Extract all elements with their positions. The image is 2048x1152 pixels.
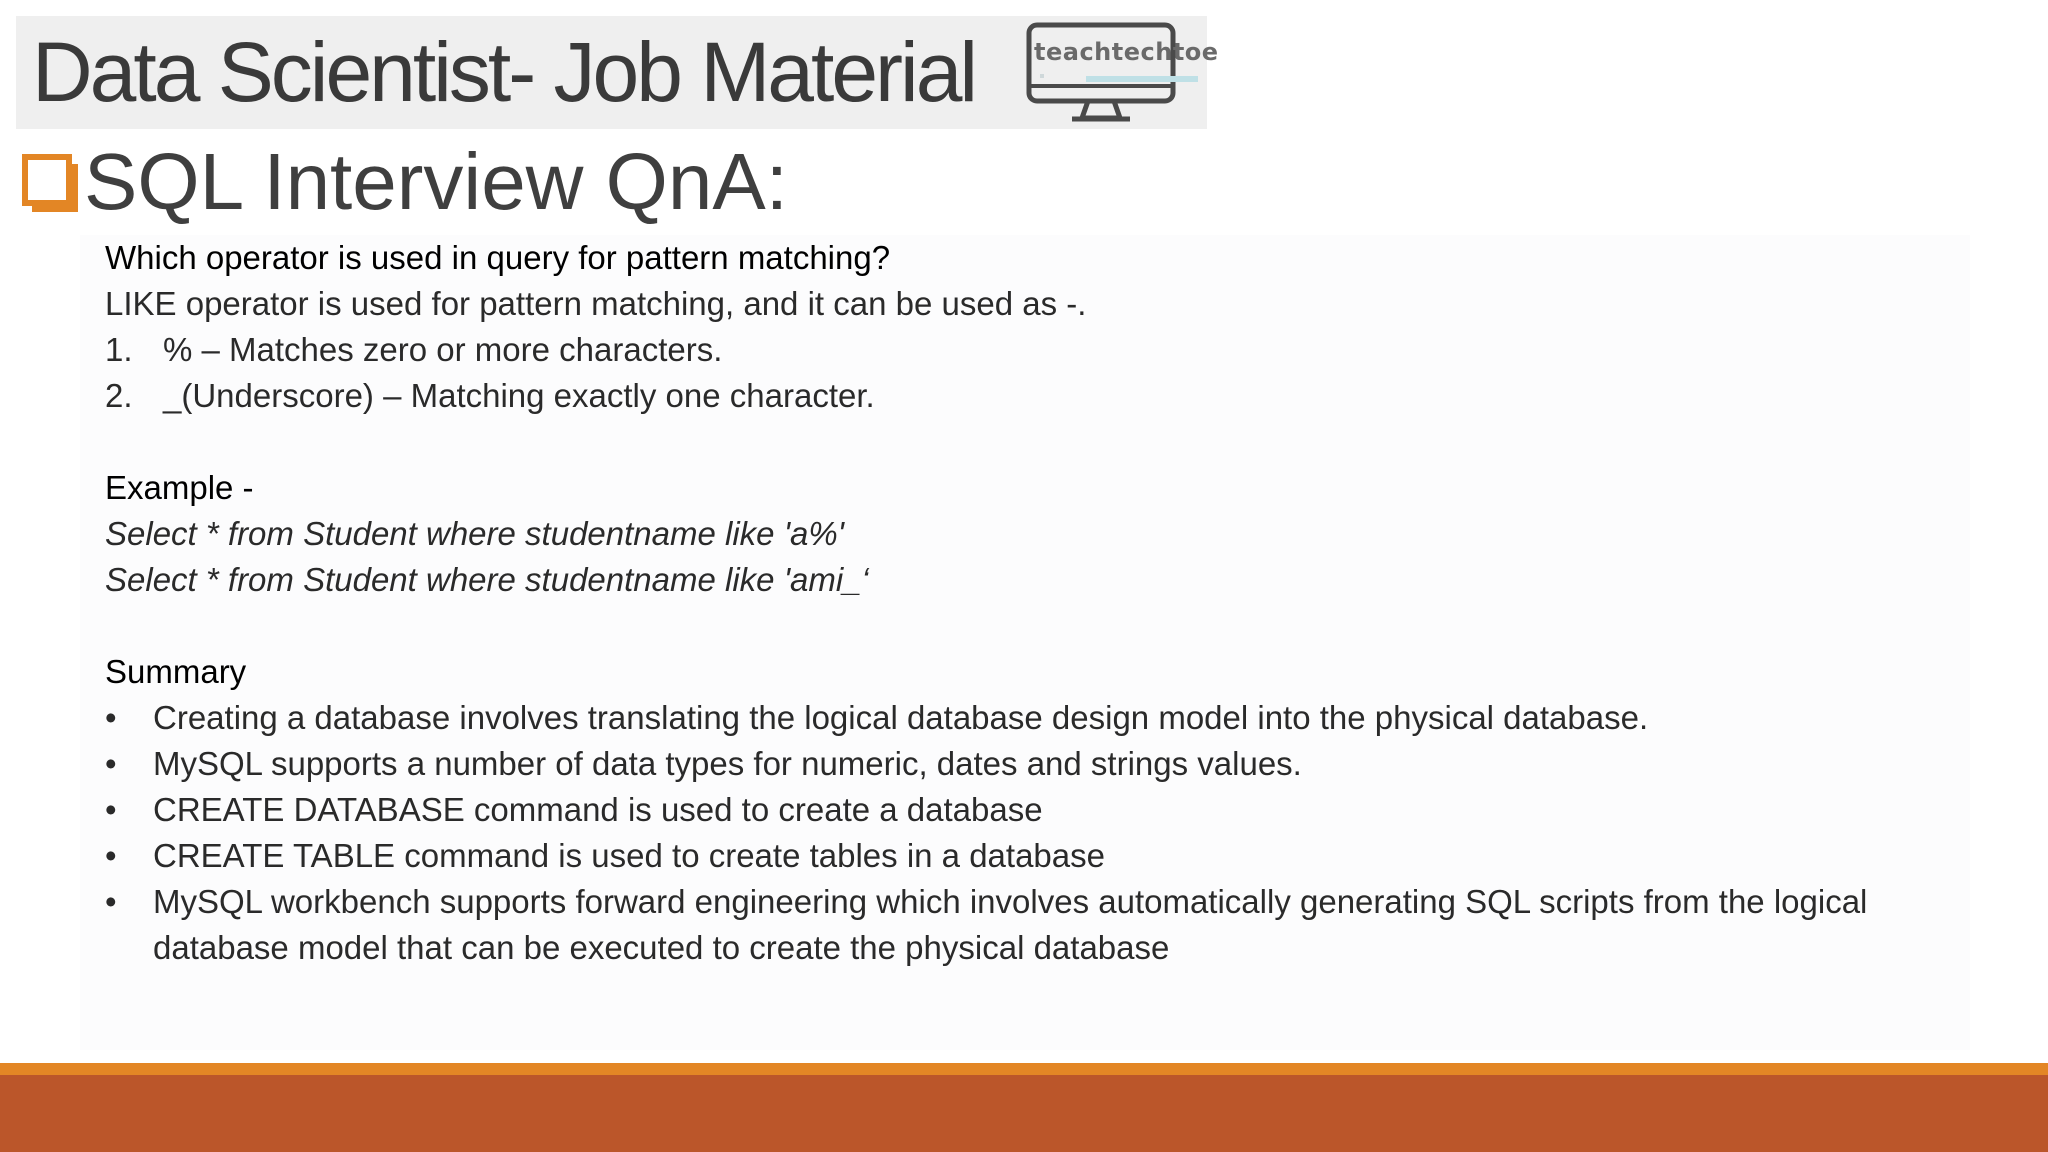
summary-item-text: MySQL supports a number of data types for numeric, dates and strings values. xyxy=(153,745,1302,782)
answer-text: LIKE operator is used for pattern matching, and it can be used as -. xyxy=(105,285,1087,322)
list-item-text: % – Matches zero or more characters. xyxy=(163,331,723,368)
content-panel xyxy=(80,235,1970,1050)
list-item-text: _(Underscore) – Matching exactly one character. xyxy=(163,377,875,414)
summary-item-text: MySQL workbench supports forward engineering which involves automatically generating SQL scripts from the logical database model that can be executed to create the physical database xyxy=(153,883,1868,966)
summary-heading: Summary xyxy=(105,653,247,690)
orange-checkbox-icon xyxy=(22,150,80,214)
example-heading: Example - xyxy=(105,469,254,506)
logo-text: teachtechtoe xyxy=(1034,38,1219,66)
logo xyxy=(1022,20,1219,124)
summary-item xyxy=(105,695,1965,741)
bullet-icon: • xyxy=(105,837,117,874)
summary-item-text: CREATE DATABASE command is used to create a database xyxy=(153,791,1043,828)
summary-item-text: Creating a database involves translating the logical database design model into the physical database. xyxy=(153,699,1649,736)
list-item xyxy=(105,373,1965,419)
section-heading-text: SQL Interview QnA: xyxy=(84,137,788,226)
summary-item xyxy=(105,879,1965,971)
summary-item xyxy=(105,833,1965,879)
footer-bar xyxy=(0,1075,2048,1152)
summary-item xyxy=(105,741,1965,787)
computer-monitor-icon xyxy=(1022,20,1202,124)
footer-accent-stripe xyxy=(0,1063,2048,1075)
section-heading xyxy=(22,132,788,232)
summary-item xyxy=(105,787,1965,833)
bullet-icon: • xyxy=(105,791,117,828)
page-title: Data Scientist- Job Material xyxy=(32,25,976,119)
question-text: Which operator is used in query for pattern matching? xyxy=(105,239,891,276)
example-query: Select * from Student where studentname like 'a%' xyxy=(105,515,844,552)
example-query: Select * from Student where studentname like 'ami_‘ xyxy=(105,561,869,598)
list-item xyxy=(105,327,1965,373)
list-number: 2. xyxy=(105,377,133,414)
bullet-icon: • xyxy=(105,699,117,736)
bullet-icon: • xyxy=(105,745,117,782)
bullet-icon: • xyxy=(105,883,117,920)
summary-item-text: CREATE TABLE command is used to create tables in a database xyxy=(153,837,1105,874)
list-number: 1. xyxy=(105,331,133,368)
